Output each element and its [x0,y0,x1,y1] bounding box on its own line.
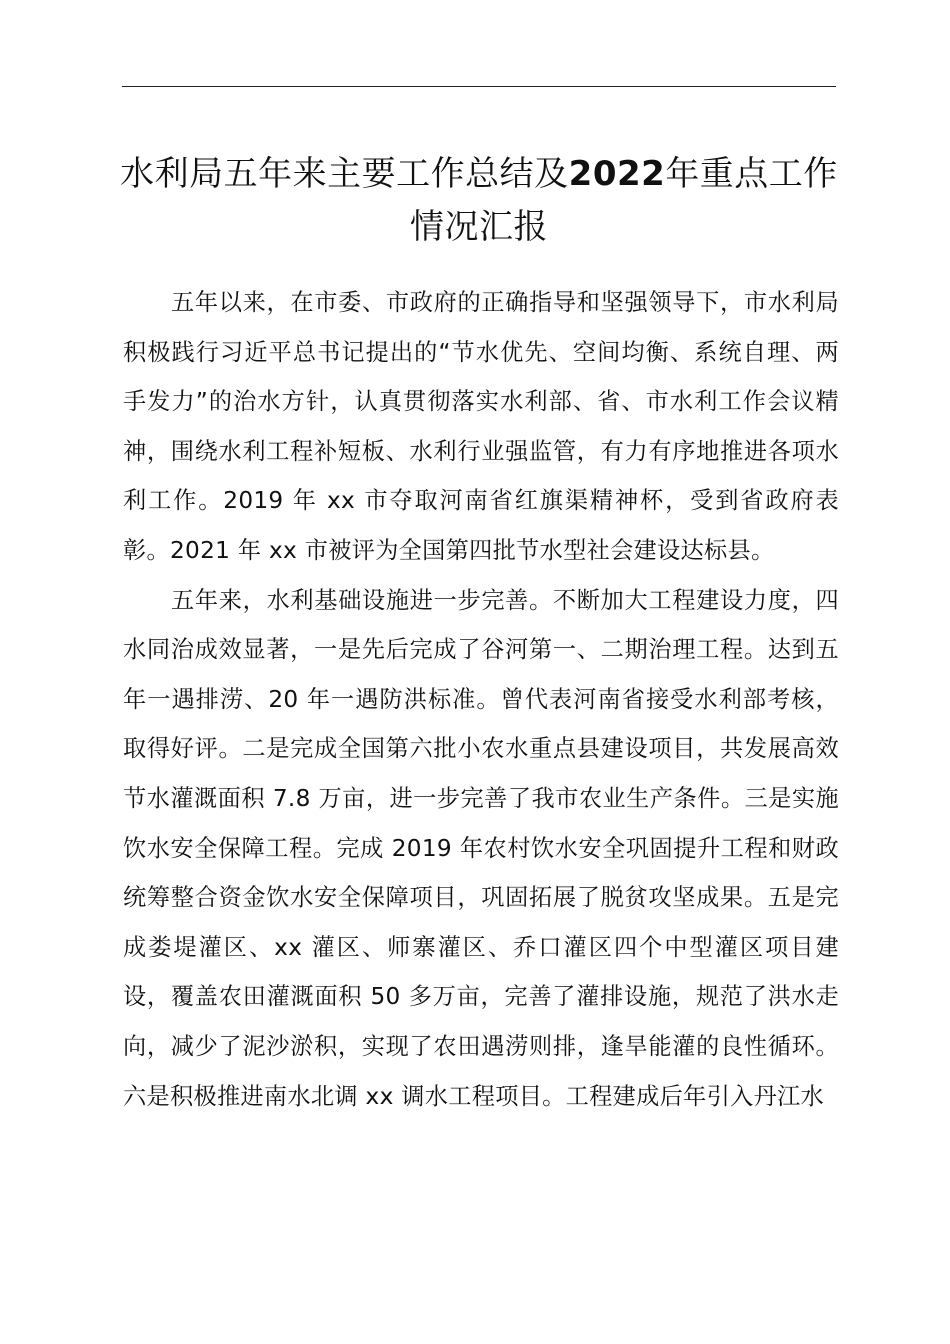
paragraph-intro: 五年以来，在市委、市政府的正确指导和坚强领导下，市水利局积极践行习近平总书记提出的“节水优先、空间均衡、系统自理、两手发力”的治水方针，认真贯彻落实水利部、省、市水利工作会议精神，围绕水利工程补短板、水利行业强监管，有力有序地推进各项水利工作。2019 年 xx 市夺取河南省红旗渠精神杯，受到省政府表彰。2021 年 xx 市被评为全国第四批节水型社会建设达标县。 [123,289,839,564]
title-year: 2022 [568,154,666,194]
title-suffix: 年重点工作情况汇报 [410,154,838,247]
title-prefix: 水利局五年来主要工作总结及 [120,154,569,194]
paragraph-infrastructure: 五年来，水利基础设施进一步完善。不断加大工程建设力度，四水同治成效显著，一是先后完成了谷河第一、二期治理工程。达到五年一遇排涝、20 年一遇防洪标准。曾代表河南省接受水利部考核，取得好评。二是完成全国第六批小农水重点县建设项目，共发展高效节水灌溉面积 7.8 万亩，进一步完善了我市农业生产条件。三是实施饮水安全保障工程。完成 2019 年农村饮水安全巩固提升工程和财政统筹整合资金饮水安全保障项目，巩固拓展了脱贫攻坚成果。五是完成娄堤灌区、xx 灌区、师寨灌区、乔口灌区四个中型灌区项目建设，覆盖农田灌溉面积 50 多万亩，完善了灌排设施，规范了洪水走向，减少了泥沙淤积，实现了农田遇涝则排，逢旱能灌的良性循环。六是积极推进南水北调 xx 调水工程项目。工程建成后年引入丹江水 [123,586,839,1110]
document-title [110,148,848,254]
document-body [123,278,839,1121]
header-rule [122,86,836,87]
